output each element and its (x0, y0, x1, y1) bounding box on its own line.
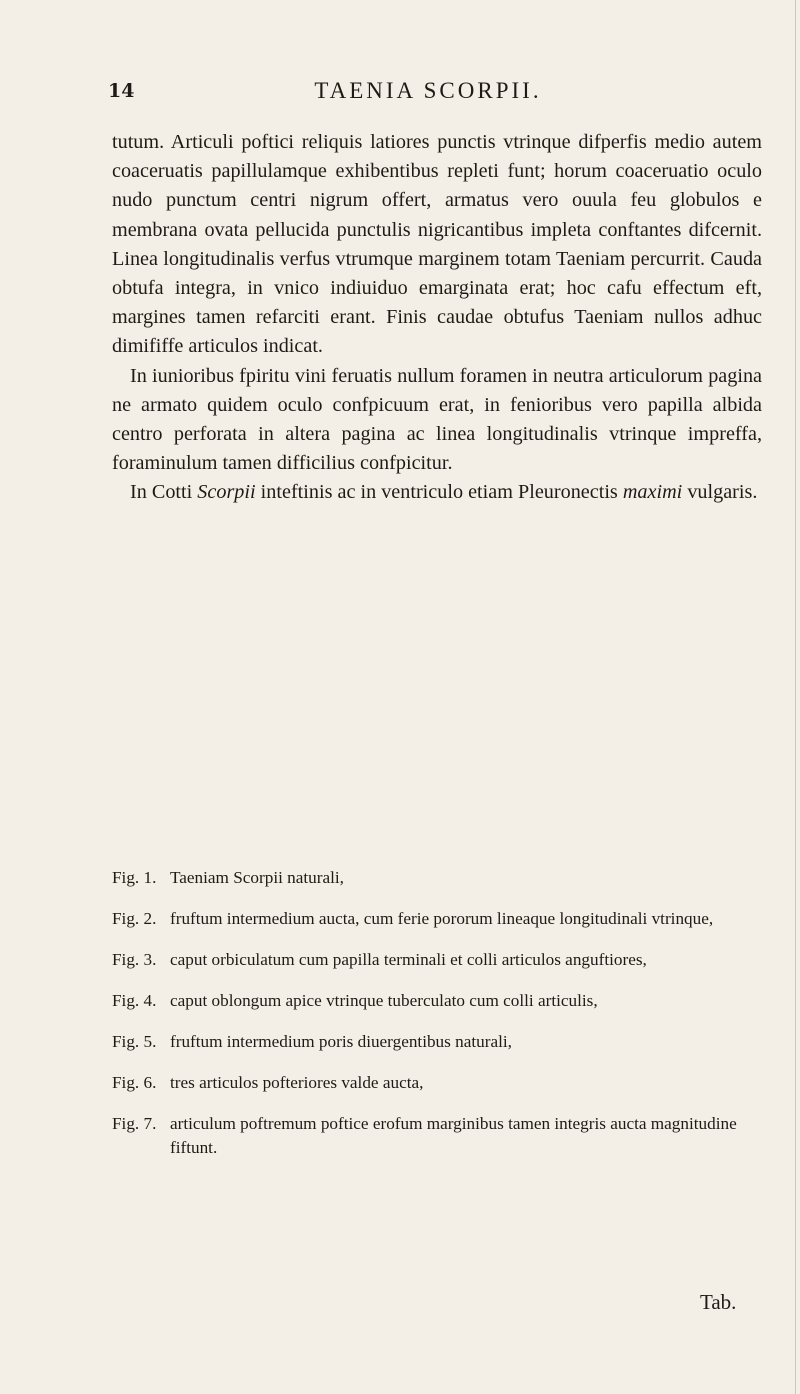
paragraph-2 (112, 362, 762, 479)
paragraph-1-text: tutum. Articuli poftici reliquis latiores punctis vtrinque difperfis medio autem coaceruatis papillulamque exhibentibus repleti funt; horum coaceruatio oculo nudo punctum centri nigrum offert, armatus vero ouula feu globulos e membrana ovata pellucida punctulis nigricantibus impleta conftantes difcernit. Linea longitudinalis verfus vtrumque marginem totam Taeniam percurrit. Cauda obtufa integra, in vnico indiuiduo emarginata erat; hoc cafu effectum eft, margines tamen refarciti erant. Finis caudae obtufus Taeniam nullos adhuc dimififfe articulos indicat. (112, 131, 762, 358)
paragraph-3-text-a: In Cotti (130, 481, 198, 504)
catchword: Tab. (700, 1290, 737, 1314)
caption-fig-2 (112, 907, 762, 931)
caption-fig-3 (112, 948, 762, 972)
caption-label: Fig. 6. (112, 1073, 157, 1092)
paragraph-2-text: In iunioribus fpiritu vini feruatis nullum foramen in neutra articulorum pagina ne armato quidem oculo confpicuum erat, in fenioribus vero papilla albida centro perforata in altera pagina ac linea longitudinalis vtrinque impreffa, foraminulum tamen difficilius confpicitur. (112, 364, 762, 475)
caption-text: articulum poftremum poftice erofum marginibus tamen integris aucta magnitudine fiftunt. (170, 1114, 737, 1157)
caption-text: tres articulos pofteriores valde aucta, (170, 1073, 424, 1092)
body-text (112, 128, 762, 508)
caption-fig-6 (112, 1071, 762, 1095)
page-header (108, 78, 748, 118)
figure-captions (112, 866, 762, 1177)
page-edge-divider (795, 0, 796, 1394)
caption-label: Fig. 2. (112, 909, 157, 928)
caption-fig-7 (112, 1112, 762, 1160)
page-number: 14 (108, 80, 135, 102)
caption-label: Fig. 3. (112, 950, 157, 969)
species-name-maximi: maximi (622, 481, 683, 504)
caption-fig-5 (112, 1030, 762, 1054)
caption-text: fruftum intermedium poris diuergentibus naturali, (170, 1032, 512, 1051)
caption-fig-1 (112, 866, 762, 890)
paragraph-1 (112, 128, 762, 362)
caption-label: Fig. 4. (112, 991, 157, 1010)
paragraph-3-text-e: vulgaris. (682, 481, 758, 504)
paragraph-3-text-c: inteftinis ac in ventriculo etiam Pleuronectis (255, 481, 623, 504)
caption-fig-4 (112, 989, 762, 1013)
caption-label: Fig. 1. (112, 868, 157, 887)
caption-text: caput orbiculatum cum papilla terminali et colli articulos anguftiores, (170, 950, 647, 969)
caption-text: fruftum intermedium aucta, cum ferie pororum lineaque longitudinali vtrinque, (170, 909, 714, 928)
caption-text: caput oblongum apice vtrinque tuberculato cum colli articulis, (170, 991, 598, 1010)
running-title: TAENIA SCORPII. (314, 78, 542, 103)
species-name-scorpii: Scorpii (197, 481, 256, 504)
paragraph-3 (112, 478, 762, 507)
caption-label: Fig. 5. (112, 1032, 157, 1051)
caption-label: Fig. 7. (112, 1114, 157, 1133)
caption-text: Taeniam Scorpii naturali, (170, 868, 344, 887)
